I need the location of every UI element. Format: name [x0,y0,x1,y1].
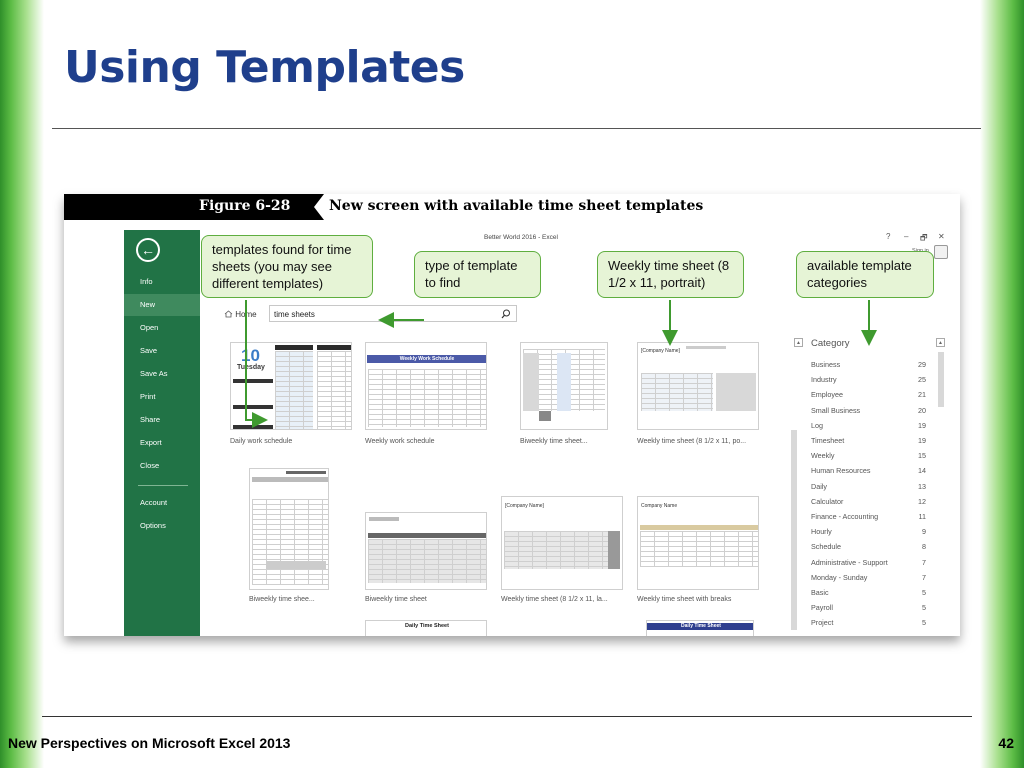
thumb-column [608,531,620,569]
category-name: Timesheet [811,436,845,445]
thumb-bar [275,345,313,350]
category-count: 7 [922,572,926,582]
slide-title: Using Templates [64,42,465,93]
callout-weekly-time-sheet: Weekly time sheet (8 1/2 x 11, portrait) [597,251,744,298]
category-name: Payroll [811,603,833,613]
thumb-total [539,411,551,421]
search-box[interactable] [269,305,517,322]
callout-templates-found: templates found for time sheets (you may see different templates) [201,235,373,298]
template-thumbnail [365,342,487,430]
close-icon[interactable]: ✕ [938,232,945,241]
category-count: 25 [918,375,926,385]
thumb-grid [252,499,328,585]
figure-header [64,194,960,220]
thumb-company: [Company Name] [505,503,544,509]
category-item[interactable] [811,360,926,375]
category-item[interactable] [811,542,926,557]
thumb-column [557,353,571,411]
category-name: Weekly [811,451,835,461]
template-label: Weekly time sheet (8 1/2 x 11, la... [501,596,608,603]
search-input[interactable] [274,308,494,320]
category-name: Log [811,420,823,430]
thumb-bar [233,405,273,409]
backstage-item-new[interactable]: New [124,294,200,316]
thumb-grid [641,373,713,411]
backstage-item-save[interactable]: Save [140,346,158,355]
thumb-grid [640,531,758,567]
category-item[interactable] [811,421,926,436]
thumb-block [716,373,756,411]
category-item[interactable] [811,406,926,421]
category-name: Employee [811,390,843,400]
category-count: 5 [922,603,926,613]
thumb-grid [275,351,313,429]
template-label: Weekly time sheet (8 1/2 x 11, po... [637,438,747,445]
category-item[interactable] [811,482,926,497]
figure-number: Figure 6-28 [199,198,291,214]
category-name: Monday - Sunday [811,572,868,582]
backstage-item-close[interactable]: Close [140,461,160,470]
page-number: 42 [998,735,1014,751]
category-name: Small Business [811,405,861,415]
template-thumbnail [637,342,759,430]
template-thumbnail[interactable] [365,620,487,636]
category-count: 9 [922,527,926,537]
category-name: Industry [811,375,837,385]
scrollbar-thumb[interactable] [938,352,944,407]
scroll-up-icon[interactable]: ▲ [936,338,945,347]
category-title: Category [811,338,850,349]
thumb-company: Company Name [641,503,678,509]
category-count: 14 [918,466,926,476]
category-count: 20 [918,405,926,415]
scroll-up-icon[interactable]: ▲ [794,338,803,347]
template-thumbnail [520,342,608,430]
thumb-bar [286,471,326,474]
category-name: Hourly [811,527,832,537]
thumb-bar [233,379,273,383]
footer-divider [42,716,972,717]
thumb-grid [368,539,486,583]
thumb-bar [252,477,328,482]
category-count: 19 [918,420,926,430]
thumb-bar [686,346,726,349]
category-count: 19 [918,436,926,445]
thumb-bar [317,345,351,350]
backstage-nav [124,230,200,636]
thumb-bar [640,525,758,530]
category-count: 12 [918,496,926,506]
category-name: Business [811,360,841,369]
category-name: Calculator [811,496,844,506]
thumb-heading: Daily Time Sheet [647,623,754,630]
back-arrow-icon[interactable]: ← [136,238,160,262]
help-icon[interactable]: ? [886,232,891,241]
thumb-date: 10 [241,346,260,365]
category-count: 15 [918,451,926,461]
search-icon[interactable] [500,308,512,320]
figure [64,194,960,636]
template-thumbnail [230,342,352,430]
template-thumbnail [249,468,329,590]
template-label: Biweekly time sheet... [520,438,588,445]
right-green-bar [980,0,1024,768]
category-item[interactable] [811,603,926,618]
footer-text: New Perspectives on Microsoft Excel 2013 [8,735,291,751]
category-name: Administrative - Support [811,557,888,567]
template-thumbnail [637,496,759,590]
category-name: Schedule [811,542,841,552]
template-thumbnail [365,512,487,590]
category-count: 21 [918,390,926,400]
category-item[interactable] [811,573,926,588]
excel-new-screen [124,230,960,636]
thumb-grid [368,369,486,427]
thumb-bar [368,533,486,538]
title-divider [52,128,981,129]
category-item[interactable] [811,466,926,481]
thumb-company: [Company Name] [641,348,680,354]
backstage-divider [138,485,188,486]
category-item[interactable] [811,512,926,527]
callout-categories: available template categories [796,251,934,298]
template-thumbnail [501,496,623,590]
category-name: Daily [811,481,827,491]
thumb-bar [233,425,273,429]
home-icon [224,310,233,318]
category-item[interactable] [811,558,926,573]
template-label: Biweekly time shee... [249,596,315,603]
home-label: Home [235,310,257,319]
backstage-item-info[interactable]: Info [140,277,153,286]
category-count: 5 [922,618,926,628]
category-item[interactable] [811,497,926,512]
backstage-item-open[interactable]: Open [140,323,159,332]
template-label: Weekly time sheet with breaks [637,596,732,603]
category-name: Human Resources [811,466,871,476]
minimize-icon[interactable]: – [904,232,909,241]
thumb-column [523,353,539,411]
category-item[interactable] [811,618,926,633]
backstage-item-share[interactable]: Share [140,415,161,424]
callout-type-to-find: type of template to find [414,251,541,298]
restore-icon[interactable]: 🗗 [920,233,928,242]
thumb-heading: Weekly Work Schedule [367,355,487,363]
backstage-item-save-as[interactable]: Save As [140,369,168,378]
category-count: 7 [922,557,926,567]
category-name: Project [811,618,834,628]
category-count: 13 [918,481,926,491]
figure-caption: New screen with available time sheet templates [329,198,704,214]
thumb-day: Tuesday [237,364,265,371]
thumb-bar [369,517,399,521]
thumb-heading: Daily Time Sheet [405,623,449,629]
window-title: Better World 2016 - Excel [484,234,558,241]
thumb-grid [504,531,620,569]
category-item[interactable] [811,527,926,542]
category-name: Basic [811,588,829,597]
category-count: 5 [922,588,926,597]
category-count: 8 [922,542,926,552]
backstage-item-export[interactable]: Export [140,438,162,447]
template-label: Daily work schedule [230,438,293,445]
category-name: Finance - Accounting [811,512,879,521]
category-count: 11 [918,512,926,521]
category-item[interactable] [811,390,926,405]
backstage-item-print[interactable]: Print [140,392,156,401]
category-pane [791,334,953,636]
template-thumbnail[interactable] [646,620,754,636]
category-scrollbar[interactable] [936,338,946,628]
thumb-grid [317,351,351,429]
backstage-item-options[interactable]: Options [140,521,166,530]
avatar[interactable] [934,245,948,259]
category-item[interactable] [811,375,926,390]
thumb-total [266,561,326,569]
category-count: 29 [918,360,926,369]
category-item[interactable] [811,451,926,466]
home-link[interactable] [224,310,257,319]
template-label: Biweekly time sheet [365,596,427,603]
backstage-item-account[interactable]: Account [140,498,168,507]
category-item[interactable] [811,588,926,603]
left-green-bar [0,0,44,768]
category-item[interactable] [811,436,926,451]
template-label: Weekly work schedule [365,438,435,445]
